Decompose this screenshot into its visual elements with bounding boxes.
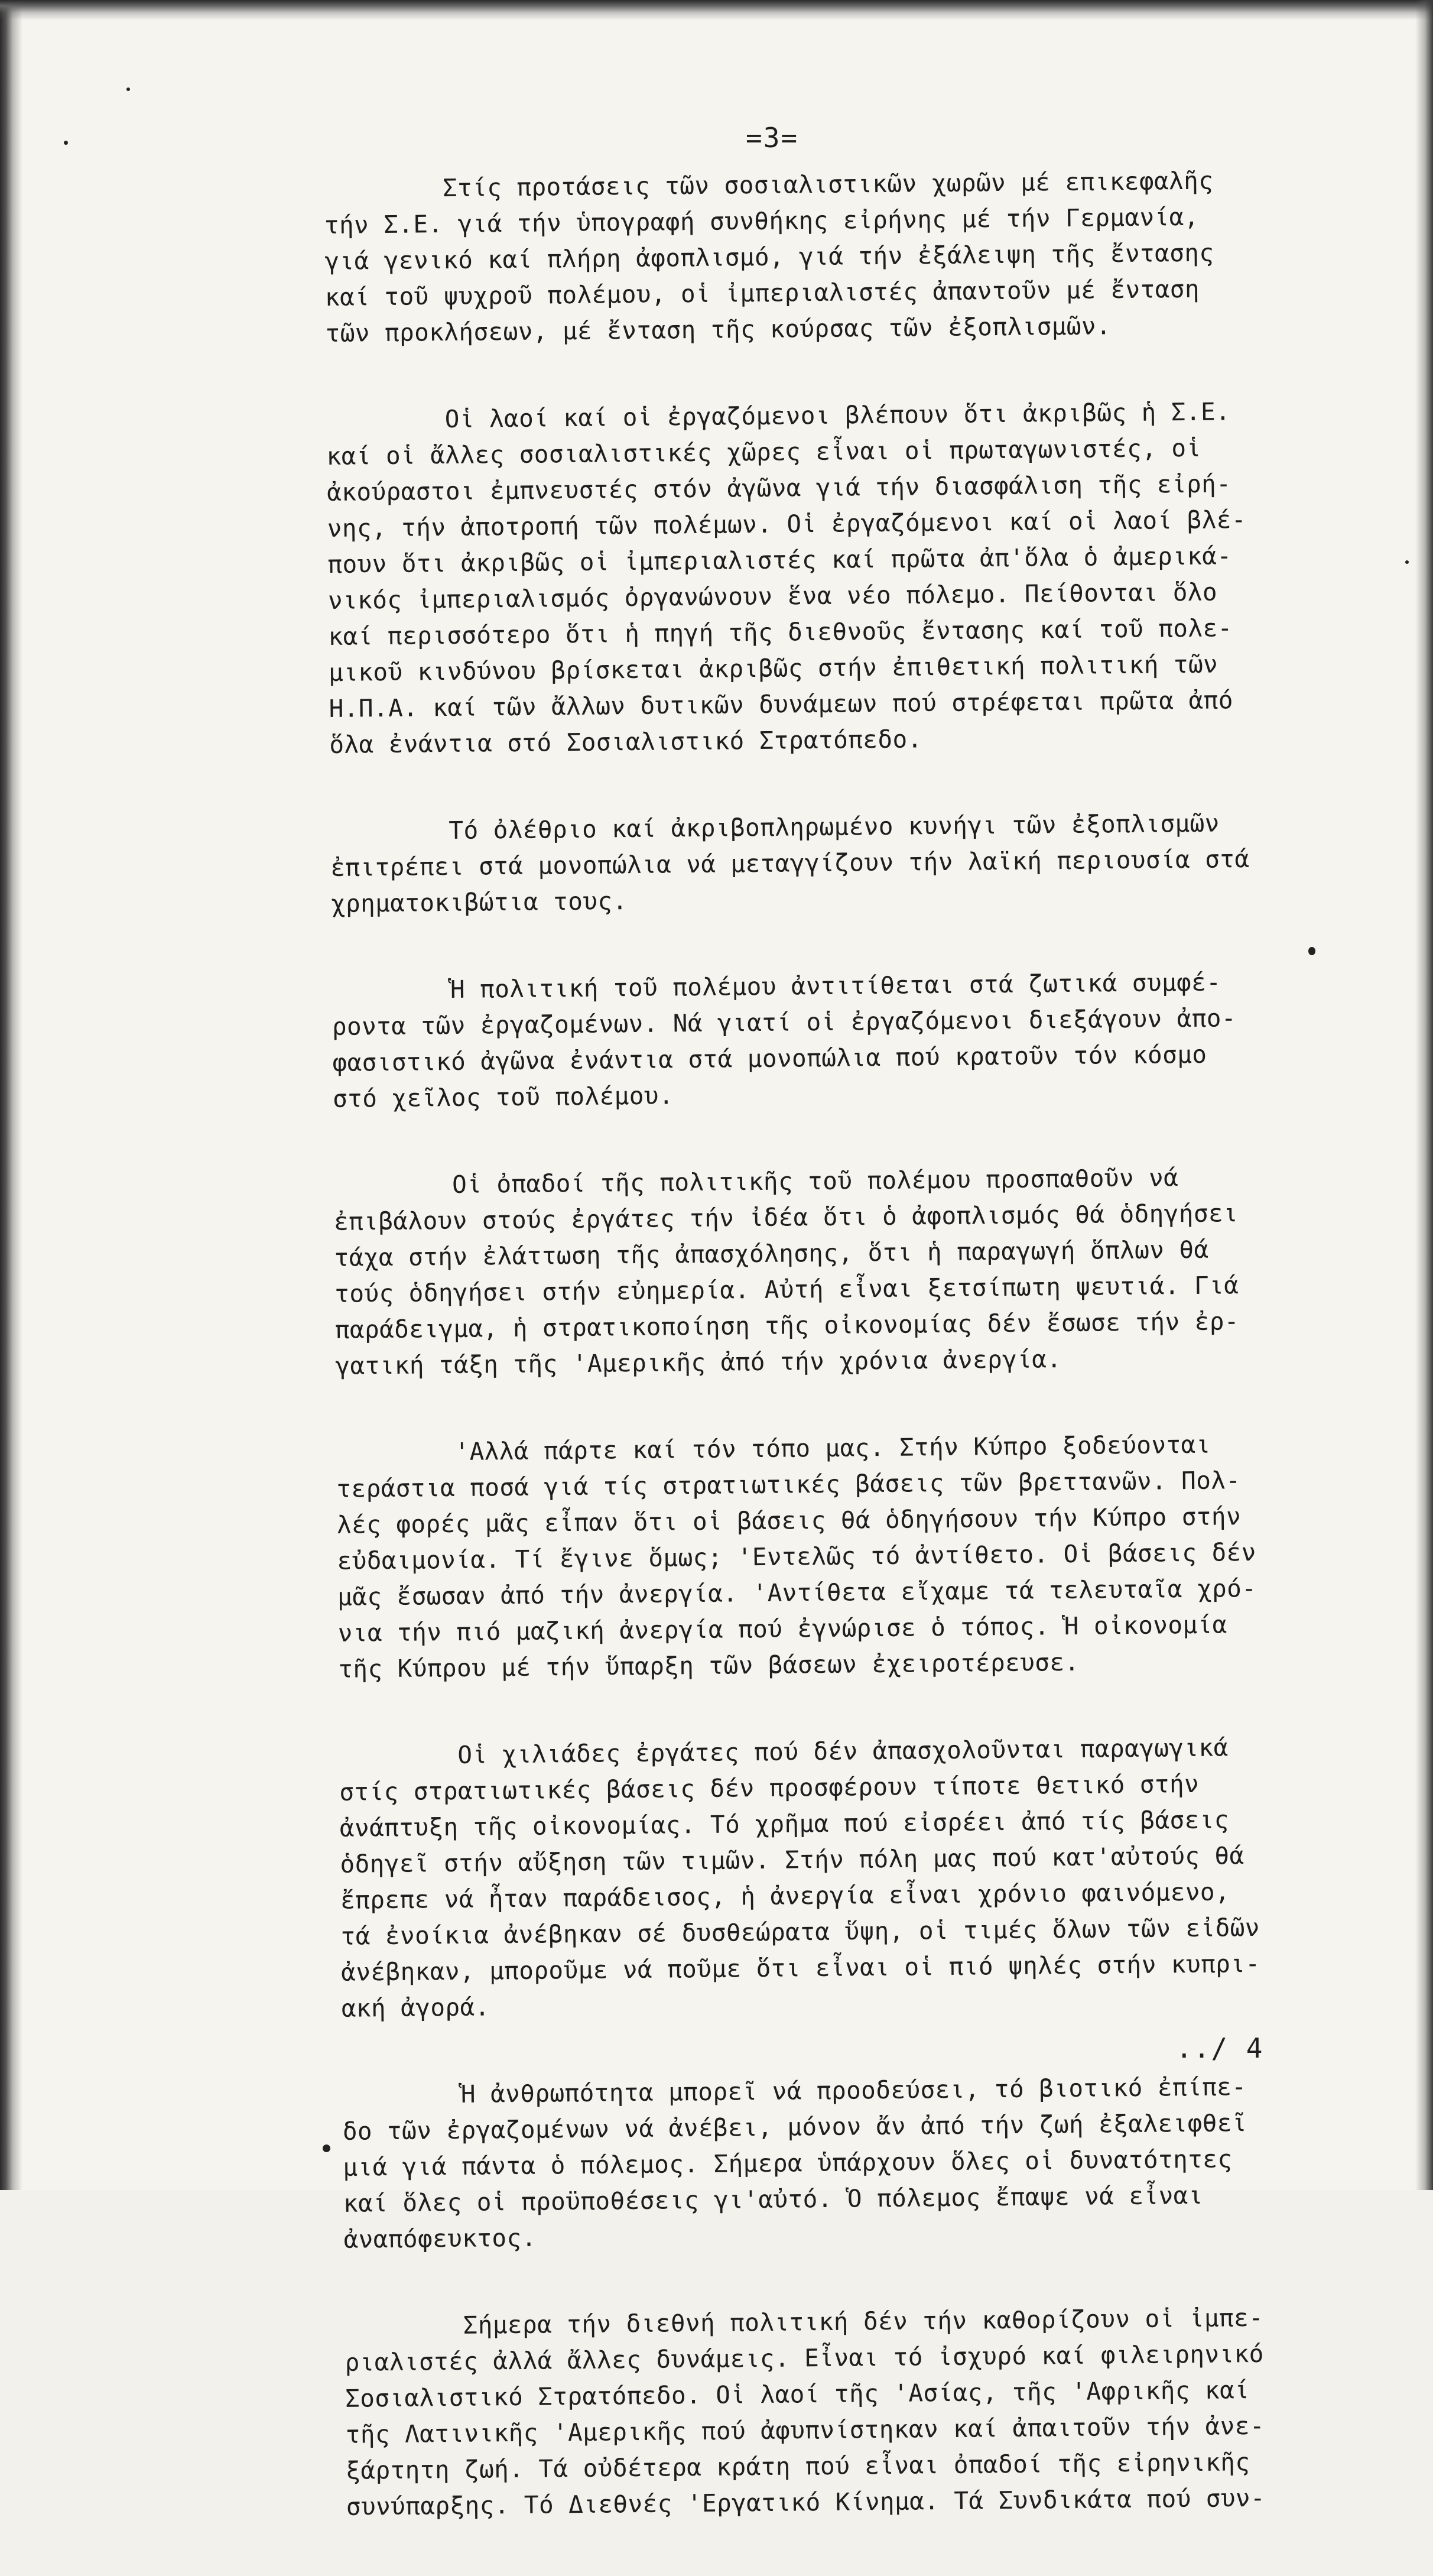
text-line: ακή ἀγορά. [341, 1993, 490, 2023]
text-line: συνύπαρξης. Τό Διεθνές 'Εργατικό Κίνημα. Τά Συνδικάτα πού συν- [346, 2483, 1266, 2521]
text-line: νης, τήν ἀποτροπή τῶν πολέμων. Οἱ ἐργαζόμενοι καί οἱ λαοί βλέ- [327, 505, 1247, 543]
paragraph [330, 804, 1347, 922]
paragraph [336, 1425, 1355, 1687]
paragraph [342, 2068, 1360, 2257]
paragraph [326, 392, 1346, 763]
text-line: γιά γενικό καί πλήρη ἀφοπλισμό, γιά τήν ἐξάλειψη τῆς ἔντασης [324, 238, 1214, 275]
page-number: =3= [746, 122, 799, 154]
text-line: ἀνάπτυξη τῆς οἰκονομίας. Τό χρῆμα πού εἰσρέει ἀπό τίς βάσεις [339, 1805, 1230, 1842]
text-line: ξάρτητη ζωή. Τά οὐδέτερα κράτη πού εἶναι ὀπαδοί τῆς εἰρηνικῆς [346, 2448, 1250, 2485]
scan-speck [126, 87, 130, 91]
text-line: τήν Σ.Ε. γιά τήν ὑπογραφή συνθήκης εἰρήνης μέ τήν Γερμανία, [324, 202, 1200, 239]
text-line: ἀκούραστοι ἐμπνευστές στόν ἀγῶνα γιά τήν διασφάλιση τῆς εἰρή- [326, 469, 1231, 507]
text-line: τούς ὁδηγήσει στήν εὐημερία. Αὐτή εἶναι ξετσίπωτη ψευτιά. Γιά [334, 1271, 1239, 1308]
continuation-marker: ../ 4 [1176, 2032, 1264, 2064]
text-line: εὐδαιμονία. Τί ἔγινε ὅμως; 'Εντελῶς τό ἀντίθετο. Οἱ βάσεις δέν [337, 1537, 1256, 1575]
text-line: καί οἱ ἄλλες σοσιαλιστικές χῶρες εἶναι οἱ πρωταγωνιστές, οἱ [326, 433, 1201, 471]
text-line: χρηματοκιβώτια τους. [330, 887, 628, 918]
text-line: τῶν προκλήσεων, μέ ἔνταση τῆς κούρσας τῶν ἐξοπλισμῶν. [325, 312, 1112, 348]
text-line: Οἱ ὀπαδοί τῆς πολιτικῆς τοῦ πολέμου προσπαθοῦν νά [333, 1163, 1179, 1200]
text-line: παράδειγμα, ἡ στρατικοποίηση τῆς οἰκονομίας δέν ἔσωσε τήν ἐρ- [334, 1307, 1240, 1344]
text-line: Ἡ ἀνθρωπότητα μπορεῖ νά προοδεύσει, τό βιοτικό ἐπίπε- [342, 2072, 1247, 2110]
paragraph [345, 2299, 1363, 2525]
text-line: τεράστια ποσά γιά τίς στρατιωτικές βάσεις τῶν βρεττανῶν. Πολ- [336, 1466, 1241, 1503]
text-line: Οἱ λαοί καί οἱ ἐργαζόμενοι βλέπουν ὅτι ἀκριβῶς ἡ Σ.Ε. [326, 397, 1231, 434]
text-line: καί τοῦ ψυχροῦ πολέμου, οἱ ἰμπεριαλιστές ἀπαντοῦν μέ ἔνταση [324, 274, 1200, 312]
text-line: τάχα στήν ἐλάττωση τῆς ἀπασχόλησης, ὅτι ἡ παραγωγή ὅπλων θά [334, 1235, 1209, 1272]
text-line: πουν ὅτι ἀκριβῶς οἱ ἰμπεριαλιστές καί πρῶτα ἀπ'ὅλα ὁ ἀμερικά- [327, 541, 1232, 579]
text-line: Σοσιαλιστικό Στρατόπεδο. Οἱ λαοί τῆς 'Ασίας, τῆς 'Αφρικῆς καί [345, 2376, 1250, 2413]
scan-speck [64, 141, 68, 145]
text-line: Τό ὀλέθριο καί ἀκριβοπληρωμένο κυνήγι τῶν ἐξοπλισμῶν [330, 809, 1220, 846]
text-line: ἀναπόφευκτος. [343, 2223, 537, 2254]
text-line: καί ὅλες οἱ προϋποθέσεις γι'αὐτό. Ὁ πόλεμος ἔπαψε νά εἶναι [343, 2181, 1204, 2218]
scan-edge-left [0, 0, 22, 2190]
text-line: γατική τάξη τῆς 'Αμερικῆς ἀπό τήν χρόνια ἀνεργία. [335, 1345, 1062, 1380]
text-line: Η.Π.Α. καί τῶν ἄλλων δυτικῶν δυνάμεων πού στρέφεται πρῶτα ἀπό [329, 686, 1234, 723]
text-line: στίς στρατιωτικές βάσεις δέν προσφέρουν τίποτε θετικό στήν [339, 1769, 1200, 1806]
text-line: μιά γιά πάντα ὁ πόλεμος. Σήμερα ὑπάρχουν ὅλες οἱ δυνατότητες [343, 2144, 1233, 2182]
scan-edge-right [1415, 0, 1433, 2190]
text-line: νια τήν πιό μαζική ἀνεργία πού ἐγνώρισε ὁ τόπος. Ἡ οἰκονομία [337, 1610, 1227, 1647]
text-line: ριαλιστές ἀλλά ἄλλες δυνάμεις. Εἶναι τό ἰσχυρό καί φιλειρηνικό [345, 2339, 1264, 2377]
text-line: ἐπιτρέπει στά μονοπώλια νά μεταγγίζουν τήν λαϊκή περιουσία στά [330, 845, 1250, 882]
text-line: νικός ἰμπεριαλισμός ὀργανώνουν ἕνα νέο πόλεμο. Πείθονται ὅλο [327, 578, 1218, 615]
text-line: στό χεῖλος τοῦ πολέμου. [332, 1081, 674, 1113]
text-line: Οἱ χιλιάδες ἐργάτες πού δέν ἀπασχολοῦνται παραγωγικά [339, 1733, 1229, 1770]
text-line: φασιστικό ἀγῶνα ἐνάντια στά μονοπώλια πού κρατοῦν τόν κόσμο [332, 1040, 1207, 1077]
text-line: Σήμερα τήν διεθνή πολιτική δέν τήν καθορίζουν οἱ ἰμπε- [344, 2303, 1264, 2341]
text-line: Ἡ πολιτική τοῦ πολέμου ἀντιτίθεται στά ζωτικά συμφέ- [332, 968, 1221, 1005]
text-line: ὅλα ἐνάντια στό Σοσιαλιστικό Στρατόπεδο. [329, 725, 922, 759]
scan-speck [323, 2144, 330, 2152]
text-line: ἐπιβάλουν στούς ἐργάτες τήν ἰδέα ὅτι ὁ ἀφοπλισμός θά ὁδηγήσει [333, 1199, 1239, 1236]
text-line: ροντα τῶν ἐργαζομένων. Νά γιατί οἱ ἐργαζόμενοι διεξάγουν ἀπο- [332, 1004, 1237, 1041]
paragraph [333, 1158, 1351, 1384]
text-line: τῆς Κύπρου μέ τήν ὕπαρξη τῶν βάσεων ἐχειροτέρευσε. [338, 1647, 1080, 1683]
text-line: Στίς προτάσεις τῶν σοσιαλιστικῶν χωρῶν μέ επικεφαλῆς [324, 166, 1214, 203]
paragraph [324, 161, 1342, 351]
text-line: μᾶς ἔσωσαν ἀπό τήν ἀνεργία. 'Αντίθετα εἴχαμε τά τελευταῖα χρό- [337, 1573, 1257, 1611]
scan-speck [1405, 560, 1409, 564]
paragraph [339, 1728, 1358, 2026]
text-line: καί περισσότερο ὅτι ἡ πηγή τῆς διεθνοῦς ἔντασης καί τοῦ πολε- [328, 614, 1233, 651]
scan-edge-top [0, 0, 1433, 20]
text-line: τά ἐνοίκια ἀνέβηκαν σέ δυσθεώρατα ὕψη, οἱ τιμές ὅλων τῶν εἰδῶν [340, 1913, 1260, 1951]
text-line: μικοῦ κινδύνου βρίσκεται ἀκριβῶς στήν ἐπιθετική πολιτική τῶν [328, 650, 1218, 687]
text-line: 'Αλλά πάρτε καί τόν τόπο μας. Στήν Κύπρο ξοδεύονται [336, 1430, 1211, 1467]
text-line: δο τῶν ἐργαζομένων νά ἀνέβει, μόνον ἄν ἀπό τήν ζωή ἐξαλειφθεῖ [342, 2108, 1247, 2146]
text-line: λές φορές μᾶς εἶπαν ὅτι οἱ βάσεις θά ὁδηγήσουν τήν Κύπρο στήν [336, 1502, 1242, 1539]
document-body [324, 161, 1363, 2575]
text-line: ἔπρεπε νά ἦταν παράδεισος, ἡ ἀνεργία εἶναι χρόνιο φαινόμενο, [340, 1877, 1230, 1915]
text-line: ὁδηγεῖ στήν αὔξηση τῶν τιμῶν. Στήν πόλη μας πού κατ'αὐτούς θά [340, 1841, 1244, 1879]
text-line: τῆς Λατινικῆς 'Αμερικῆς πού ἀφυπνίστηκαν καί ἀπαιτοῦν τήν ἀνε- [345, 2411, 1265, 2449]
paragraph [332, 963, 1349, 1117]
text-line: ἀνέβηκαν, μποροῦμε νά ποῦμε ὅτι εἶναι οἱ πιό ψηλές στήν κυπρι- [341, 1949, 1260, 1987]
